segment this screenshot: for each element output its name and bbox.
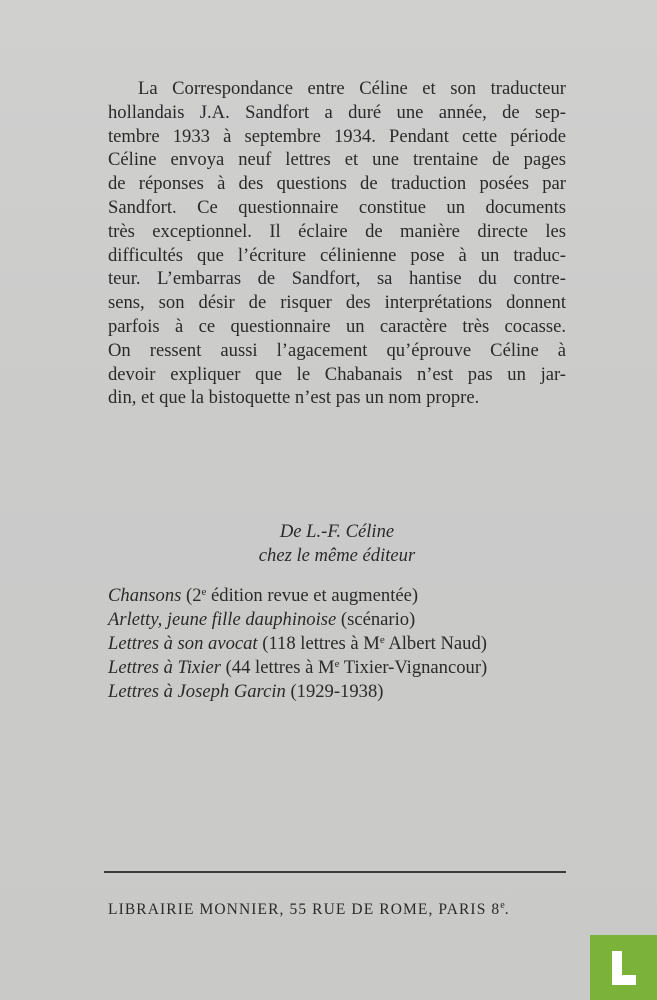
work-title: Arletty, jeune fille dauphinoise	[108, 609, 337, 630]
work-superscript: e	[379, 634, 385, 646]
work-item	[108, 584, 578, 608]
blurb-line: On ressent aussi l’agacement qu’éprouve Céline à	[108, 339, 566, 361]
blurb-line: parfois à ce questionnaire un caractère très cocasse.	[108, 315, 566, 337]
work-detail: (1929-1938)	[285, 681, 384, 702]
blurb-line: hollandais J.A. Sandfort a duré une année, de sep-	[108, 101, 566, 123]
work-detail: (2	[181, 585, 202, 606]
work-item	[108, 608, 578, 632]
blurb-line: din, et que la bistoquette n’est pas un nom propre.	[108, 387, 480, 409]
work-title: Lettres à Tixier	[108, 657, 221, 678]
blurb-line: Céline envoya neuf lettres et une trentaine de pages	[108, 149, 566, 171]
publisher-imprint	[108, 901, 578, 919]
work-item	[108, 632, 578, 656]
work-detail: (118 lettres à M	[257, 633, 380, 654]
author-heading: De L.-F. Céline	[279, 521, 395, 542]
blurb-line: difficultés que l’écriture célinienne pose à un traduc-	[108, 244, 566, 266]
publisher-superscript: e	[500, 900, 505, 911]
work-item	[108, 656, 578, 680]
blurb-line: tembre 1933 à septembre 1934. Pendant cette période	[108, 125, 566, 147]
works-list	[108, 584, 578, 704]
blurb-line: teur. L’embarras de Sandfort, sa hantise du contre-	[108, 268, 566, 290]
work-detail: Albert Naud)	[384, 633, 487, 654]
work-detail: Tixier-Vignancour)	[339, 657, 488, 678]
work-detail: édition revue et augmentée)	[206, 585, 419, 606]
divider-rule	[104, 871, 566, 873]
l-letter-icon	[610, 949, 638, 987]
work-item	[108, 680, 578, 704]
work-title: Lettres à son avocat	[108, 633, 258, 654]
work-superscript: e	[334, 658, 340, 670]
work-detail: (44 lettres à M	[220, 657, 335, 678]
blurb-paragraph	[108, 77, 566, 410]
work-title: Lettres à Joseph Garcin	[108, 681, 286, 702]
blurb-line: sens, son désir de risquer des interprétations donnent	[108, 292, 566, 314]
blurb-line: Sandfort. Ce questionnaire constitue un documents	[108, 196, 566, 218]
work-detail: (scénario)	[336, 609, 416, 630]
blurb-line: La Correspondance entre Céline et son traducteur	[138, 78, 566, 99]
blurb-line: de réponses à des questions de traduction posées par	[108, 173, 566, 195]
blurb-line: très exceptionnel. Il éclaire de manière directe les	[108, 220, 566, 242]
corner-logo-badge	[590, 935, 657, 1000]
publisher-address: LIBRAIRIE MONNIER, 55 RUE DE ROME, PARIS 8	[108, 901, 501, 918]
blurb-line: devoir expliquer que le Chabanais n’est pas un jar-	[108, 363, 566, 385]
work-superscript: e	[201, 586, 207, 598]
publisher-subheading: chez le même éditeur	[258, 545, 416, 566]
publisher-end: .	[504, 901, 510, 918]
work-title: Chansons	[108, 585, 182, 606]
